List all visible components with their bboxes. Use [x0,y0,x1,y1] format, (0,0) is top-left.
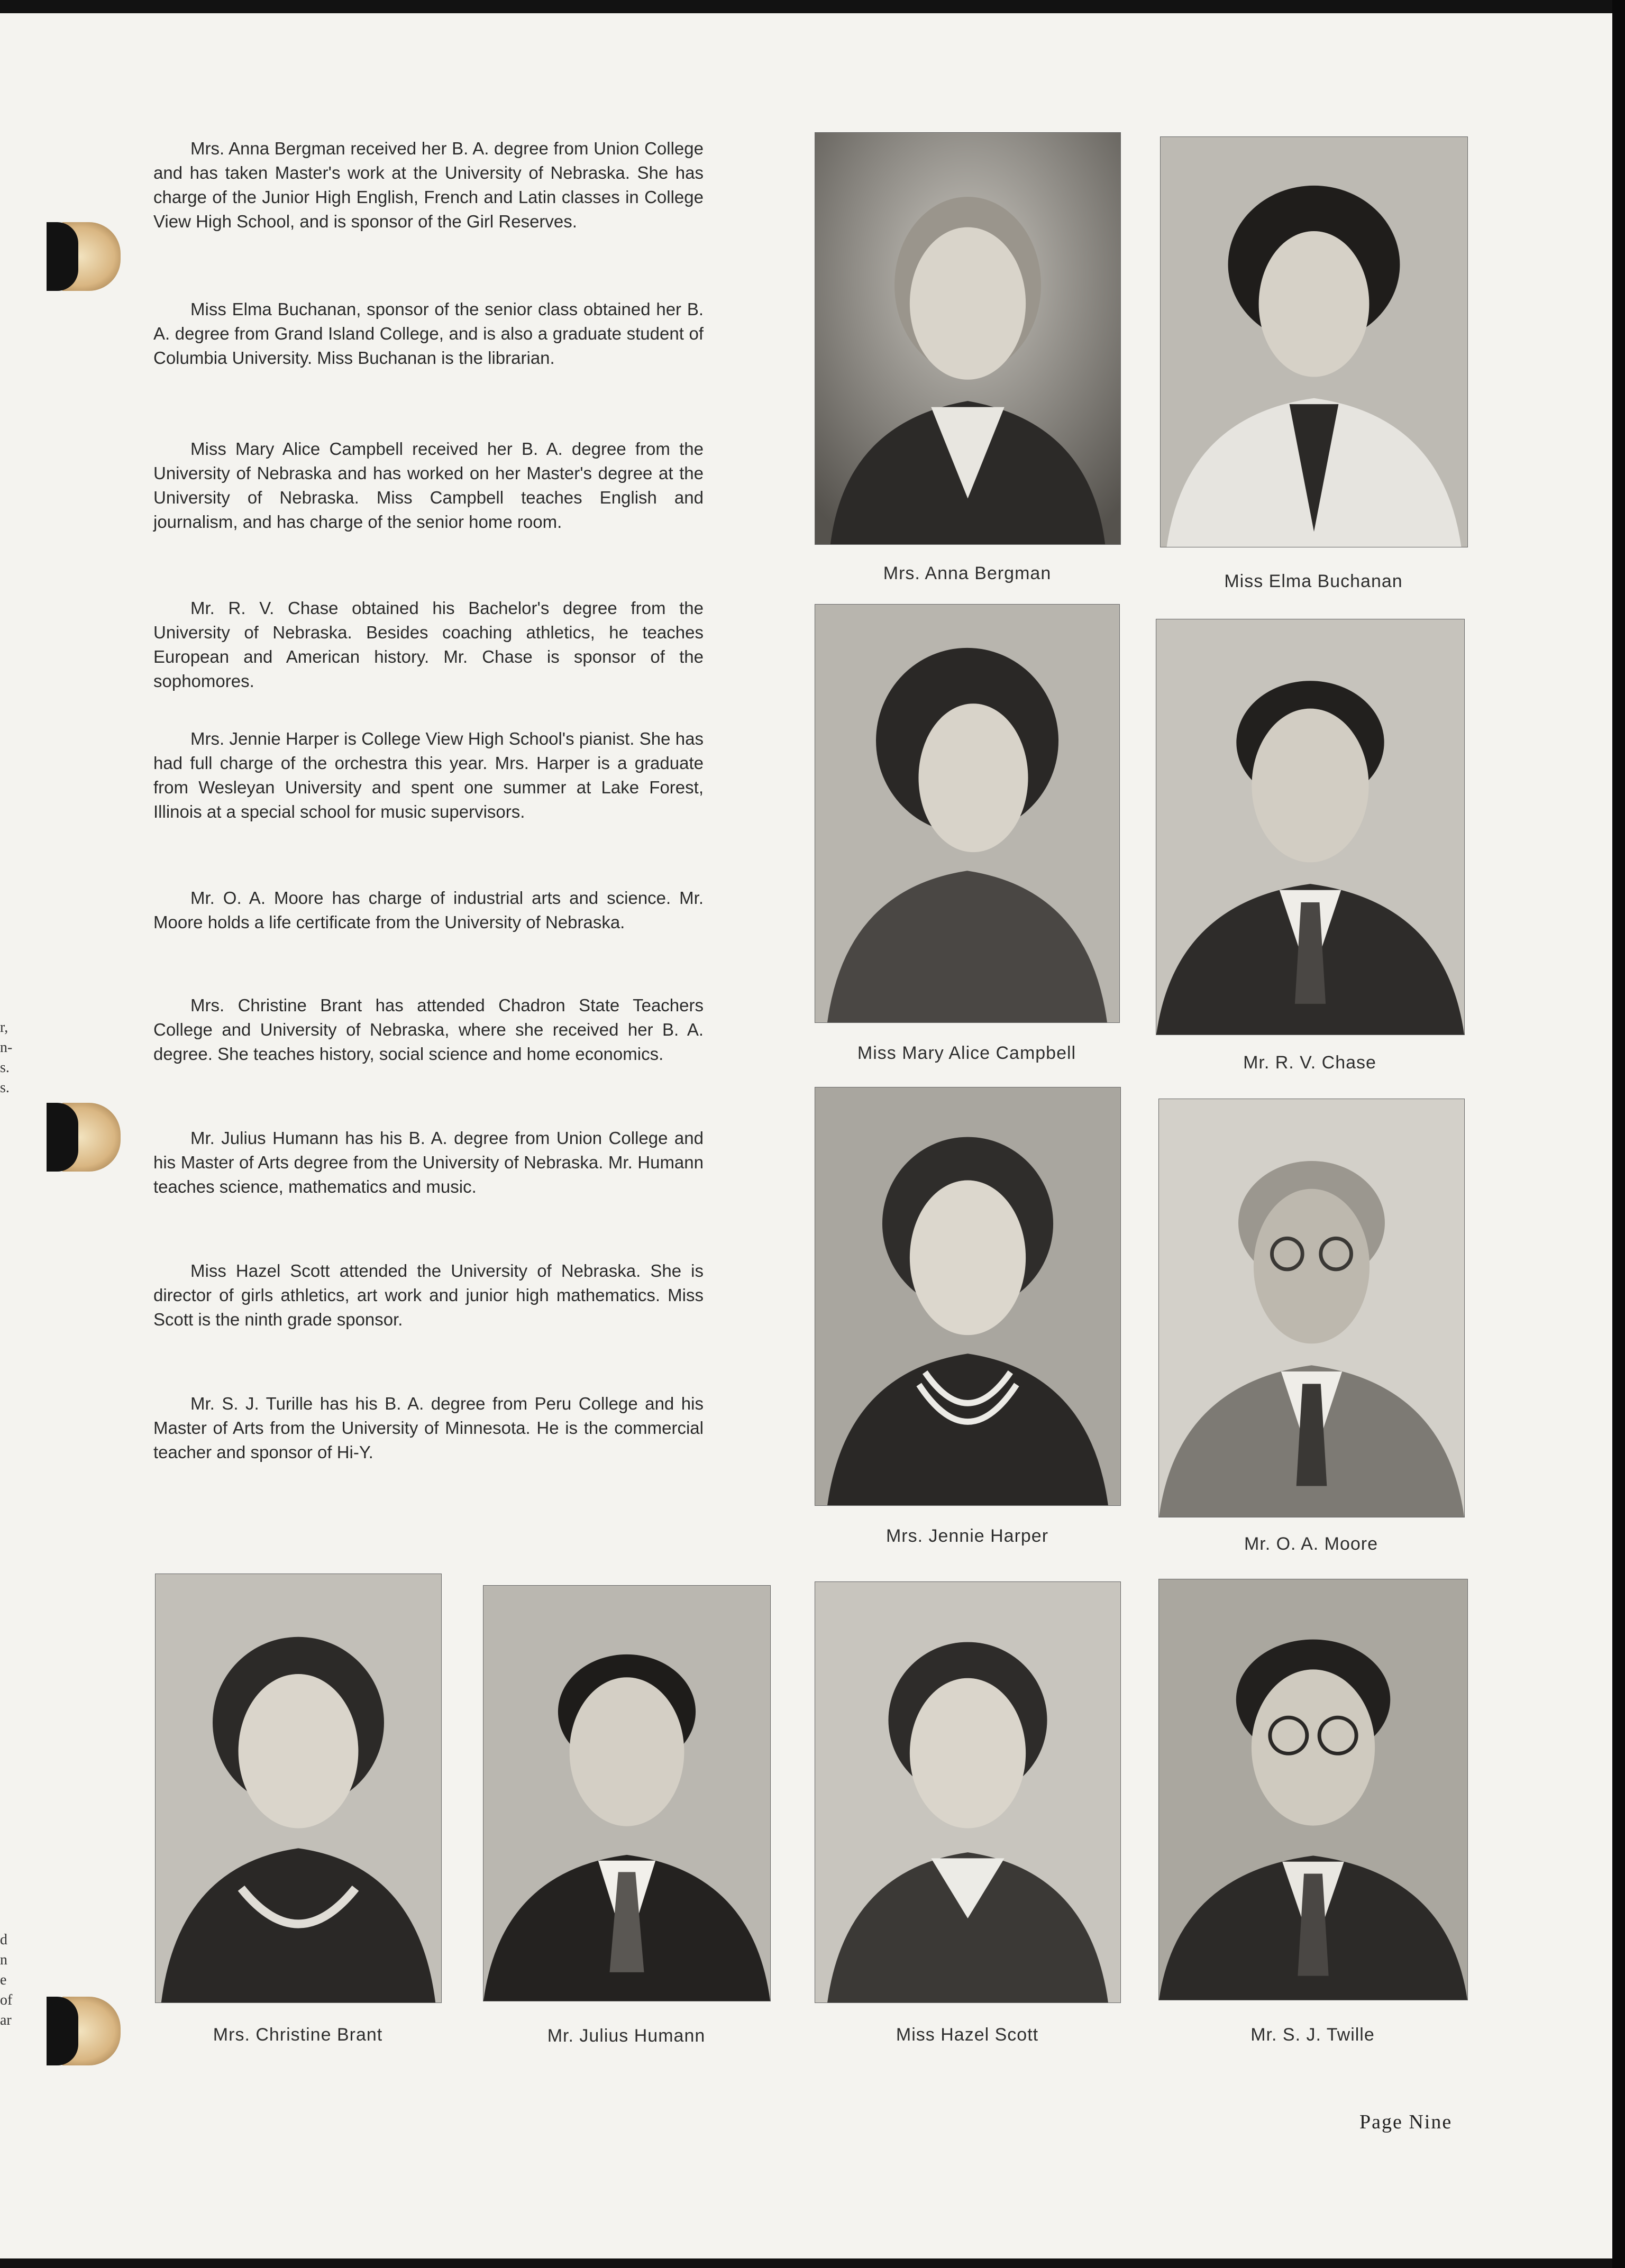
portrait-chase [1156,619,1465,1035]
page-number: Page Nine [1359,2111,1453,2133]
bleed-text: n [0,1952,7,1968]
portrait-humann [483,1585,771,2001]
bio-chase: Mr. R. V. Chase obtained his Bachelor's degree from the University of Nebraska. Besides coaching athletics, he teaches European and American history. Mr. Chase is sponsor of the sophomores. [153,598,704,691]
portrait-bergman [815,132,1121,545]
portrait-campbell [815,604,1120,1023]
caption-bergman: Mrs. Anna Bergman [883,563,1052,583]
scan-edge [1612,0,1625,2268]
bleed-text: e [0,1972,7,1988]
caption-brant: Mrs. Christine Brant [213,2025,383,2045]
bio-bergman: Mrs. Anna Bergman received her B. A. degree from Union College and has taken Master's work at the University of Nebraska. She has charge of the Junior High English, French and Latin classes in College View High School, and is sponsor of the Girl Reserves. [153,139,704,231]
caption-scott: Miss Hazel Scott [896,2025,1039,2045]
bleed-text: d [0,1932,7,1948]
bleed-text: r, [0,1019,8,1036]
bio-buchanan: Miss Elma Buchanan, sponsor of the senior class obtained her B. A. degree from Grand Island College, and is also a graduate student of Columbia University. Miss Buchanan is the librarian. [153,299,704,368]
portrait-buchanan [1160,136,1468,547]
binder-hole [62,222,121,291]
bio-turille: Mr. S. J. Turille has his B. A. degree from Peru College and his Master of Arts from the University of Minnesota. He is the commercial teacher and sponsor of Hi-Y. [153,1394,704,1462]
portrait-brant [155,1574,442,2003]
bio-scott: Miss Hazel Scott attended the University of Nebraska. She is director of girls athletics, art work and junior high mathematics. Miss Scott is the ninth grade sponsor. [153,1261,704,1329]
caption-humann: Mr. Julius Humann [547,2026,706,2046]
portrait-harper [815,1087,1121,1506]
bio-harper: Mrs. Jennie Harper is College View High School's pianist. She has had full charge of the orchestra this year. Mrs. Harper is a graduate from Wesleyan University and spent one summer at Lake Forest, Illinois at a special school for music supervisors. [153,729,704,821]
portrait-scott [815,1581,1121,2003]
bleed-text: s. [0,1059,10,1076]
bleed-text: ar [0,2012,12,2028]
portrait-twille [1158,1579,1468,2000]
caption-chase: Mr. R. V. Chase [1243,1053,1376,1073]
bleed-text: n- [0,1039,13,1056]
caption-moore: Mr. O. A. Moore [1244,1534,1378,1554]
bio-humann: Mr. Julius Humann has his B. A. degree from Union College and his Master of Arts degree from the University of Nebraska. Mr. Humann teaches science, mathematics and music. [153,1128,704,1196]
portrait-moore [1158,1099,1465,1517]
caption-campbell: Miss Mary Alice Campbell [857,1043,1076,1063]
caption-harper: Mrs. Jennie Harper [885,1526,1049,1546]
binder-hole [62,1997,121,2065]
caption-twille: Mr. S. J. Twille [1250,2025,1375,2045]
caption-buchanan: Miss Elma Buchanan [1224,571,1403,591]
bleed-text: of [0,1992,13,2008]
binder-hole [62,1103,121,1172]
bio-campbell: Miss Mary Alice Campbell received her B. A. degree from the University of Nebraska and has worked on her Master's degree at the University of Nebraska. Miss Campbell teaches English and journalism, and has charge of the senior home room. [153,439,704,532]
bio-brant: Mrs. Christine Brant has attended Chadron State Teachers College and University of Nebraska, where she received her B. A. degree. She teaches history, social science and home economics. [153,995,704,1064]
bio-moore: Mr. O. A. Moore has charge of industrial arts and science. Mr. Moore holds a life certificate from the University of Nebraska. [153,888,704,932]
bleed-text: s. [0,1080,10,1096]
